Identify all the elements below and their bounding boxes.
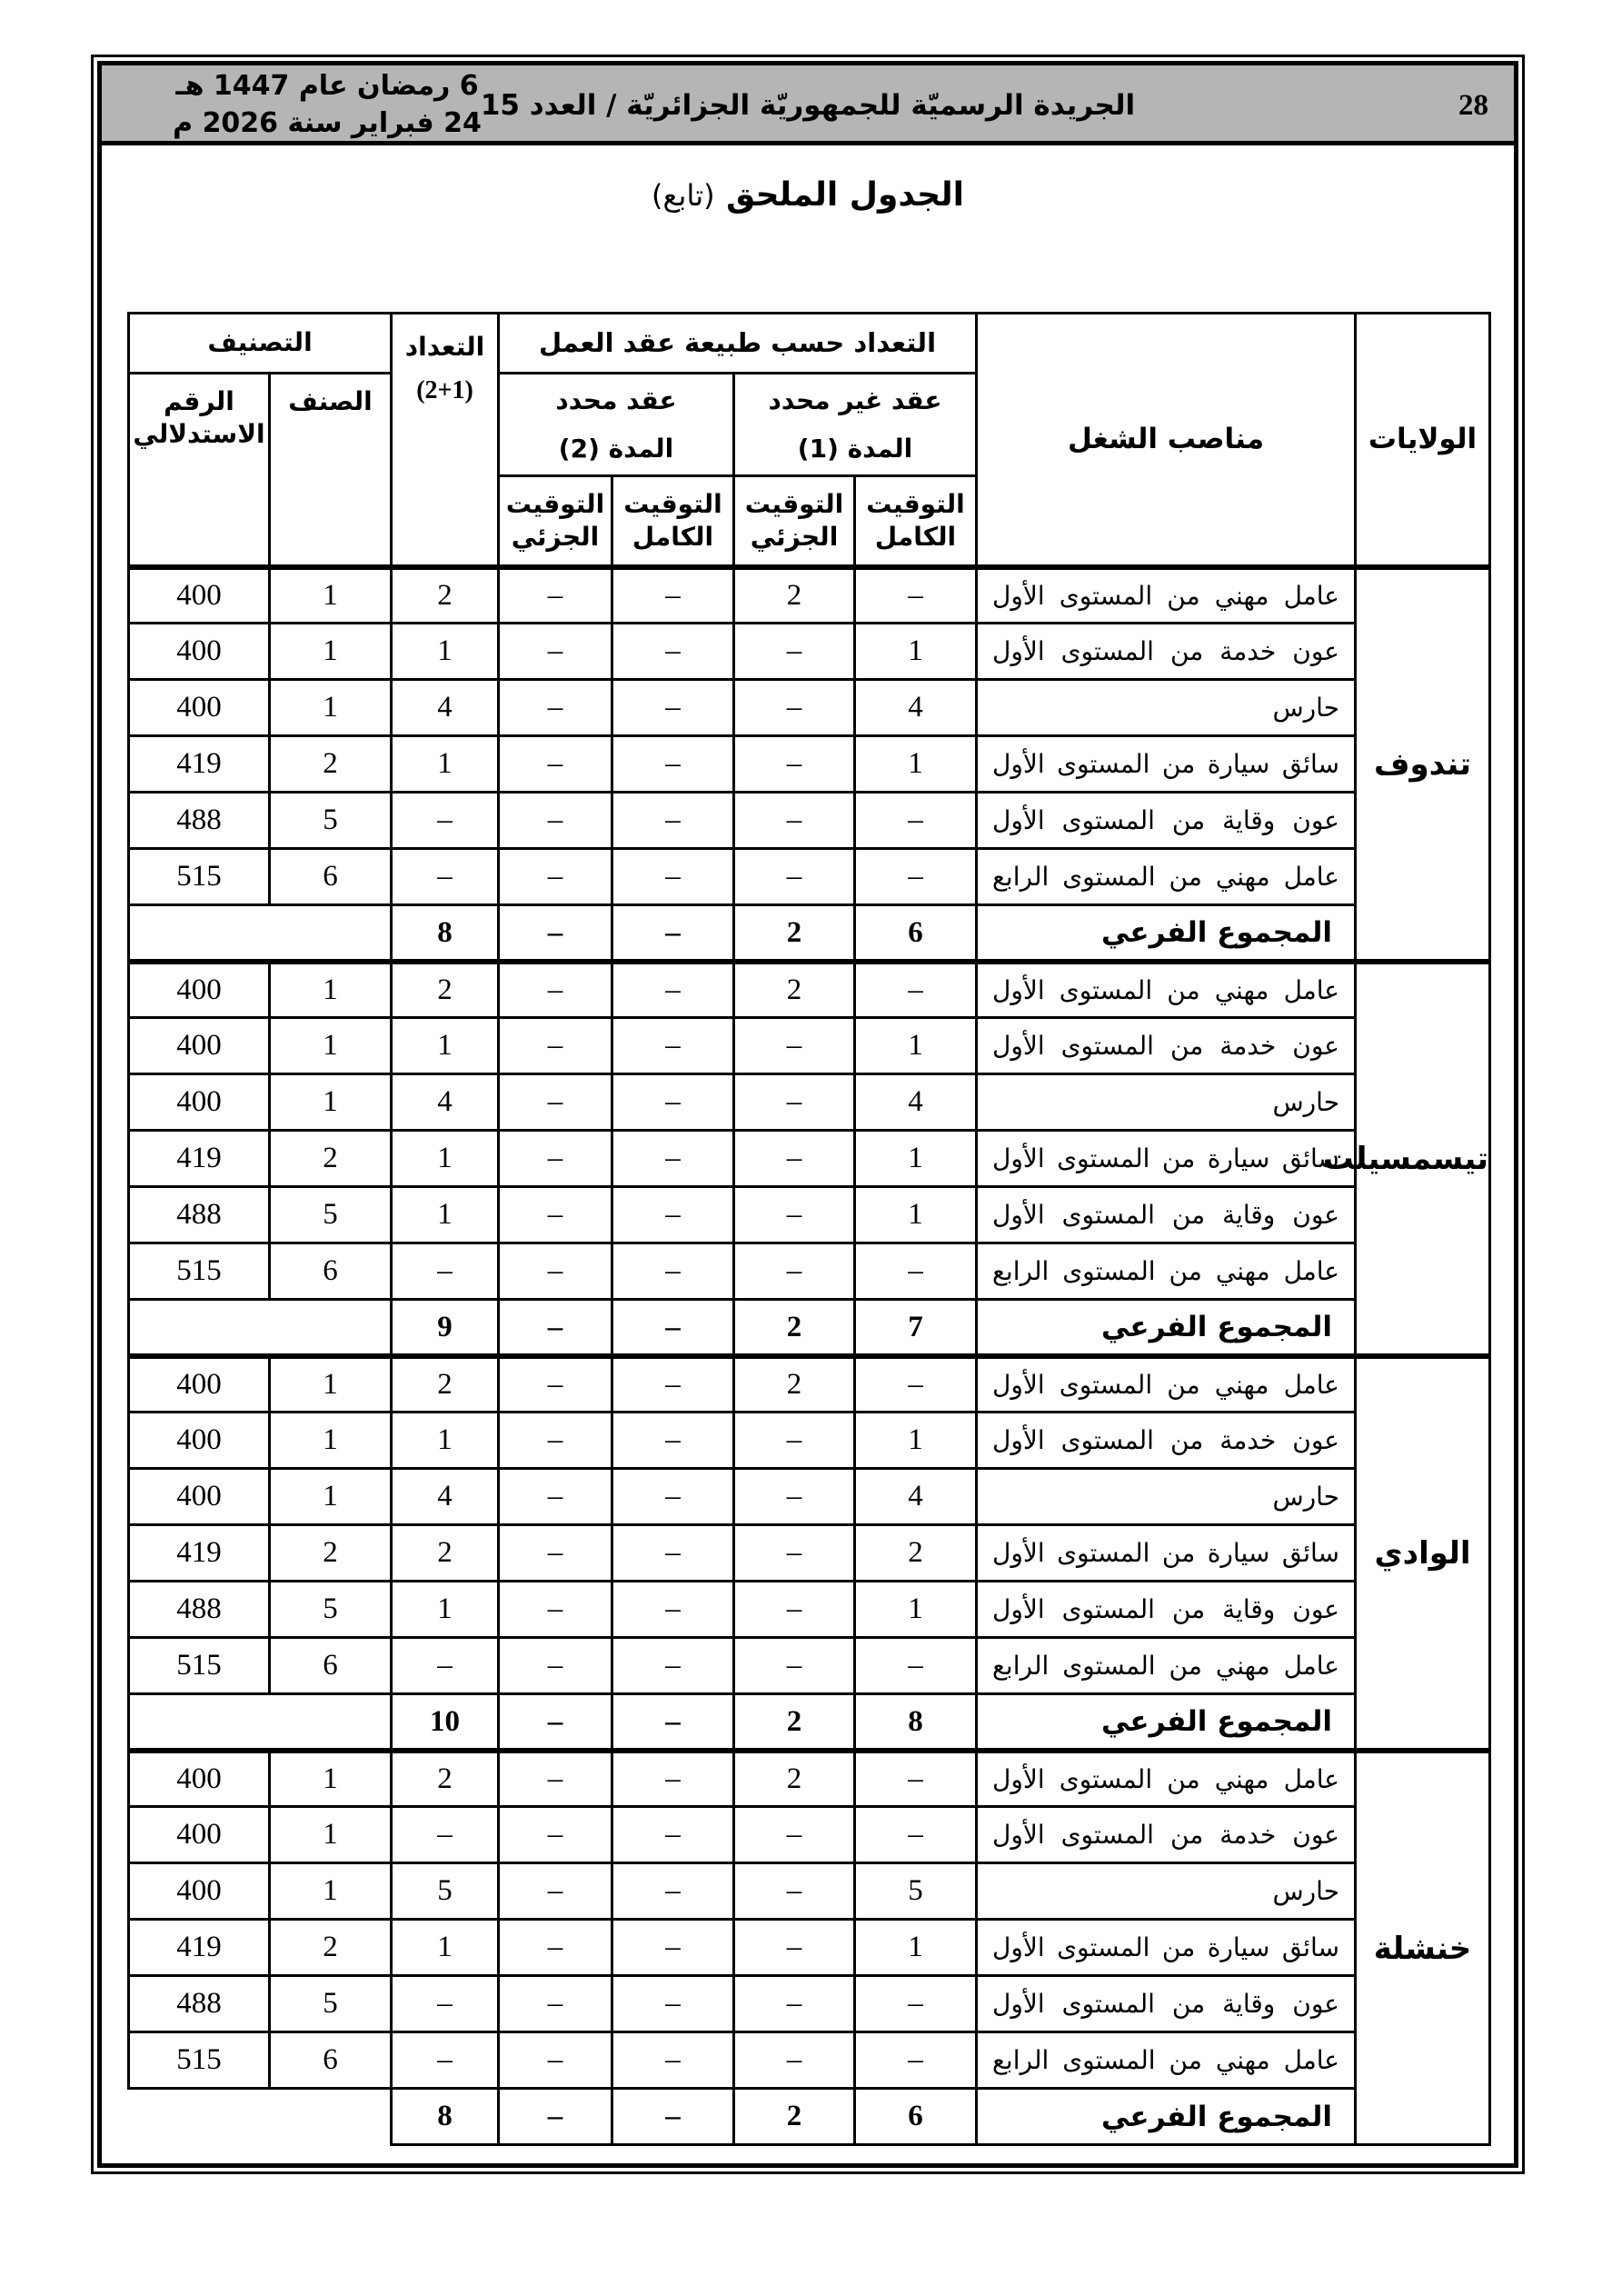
table-row: [129, 1469, 1490, 1525]
job-title-cell: عامل مهني من المستوى الأول: [977, 1356, 1356, 1413]
header-fixed-term-line1: عقد محدد: [555, 385, 677, 415]
fixed-contract-part-time-cell: –: [499, 680, 612, 736]
header-open-full-line2: الكامل: [874, 522, 957, 553]
table-row: [129, 1807, 1490, 1863]
subtotal-total-cell: 9: [392, 1300, 499, 1356]
header-open-ended-contract: [734, 374, 977, 476]
wilaya-name: الوادي: [1356, 1356, 1490, 1751]
index-number-cell: 400: [129, 680, 270, 736]
index-number-cell: 400: [129, 567, 270, 624]
open-contract-full-time-cell: –: [855, 962, 977, 1018]
total-count-cell: 1: [392, 624, 499, 680]
subtotal-total-cell: 8: [392, 905, 499, 962]
header-count-by-contract-nature: التعداد حسب طبيعة عقد العمل: [499, 314, 977, 374]
grade-cell: 2: [270, 1525, 392, 1582]
grade-cell: 2: [270, 1920, 392, 1976]
grade-cell: 6: [270, 1243, 392, 1300]
open-contract-full-time-cell: 1: [855, 1920, 977, 1976]
header-open-ended-line2: المدة (1): [797, 434, 913, 464]
subtotal-fixed-part-cell: –: [499, 905, 612, 962]
subtotal-row: [129, 1694, 1490, 1751]
open-contract-part-time-cell: –: [734, 1976, 855, 2032]
grade-cell: 5: [270, 1976, 392, 2032]
grade-cell: 2: [270, 736, 392, 793]
wilaya-name: تيسمسيلت: [1356, 962, 1490, 1356]
fixed-contract-part-time-cell: –: [499, 1863, 612, 1920]
fixed-contract-full-time-cell: –: [612, 1413, 734, 1469]
fixed-contract-full-time-cell: –: [612, 624, 734, 680]
index-number-cell: 488: [129, 1976, 270, 2032]
grade-cell: 1: [270, 680, 392, 736]
fixed-contract-part-time-cell: –: [499, 2032, 612, 2089]
index-number-cell: 488: [129, 793, 270, 849]
index-number-cell: 400: [129, 1863, 270, 1920]
index-number-cell: 488: [129, 1187, 270, 1243]
total-count-cell: –: [392, 793, 499, 849]
table-row: [129, 1638, 1490, 1694]
open-contract-full-time-cell: –: [855, 849, 977, 905]
fixed-contract-full-time-cell: –: [612, 1976, 734, 2032]
total-count-cell: 1: [392, 1018, 499, 1074]
open-contract-part-time-cell: –: [734, 793, 855, 849]
open-contract-part-time-cell: –: [734, 1807, 855, 1863]
fixed-contract-full-time-cell: –: [612, 1356, 734, 1413]
header-wilayas: الولايات: [1356, 314, 1490, 567]
job-title-cell: سائق سيارة من المستوى الأول: [977, 1920, 1356, 1976]
table-row: [129, 736, 1490, 793]
header-open-part-time: [734, 476, 855, 567]
total-count-cell: 4: [392, 680, 499, 736]
table-row: [129, 793, 1490, 849]
subtotal-open-full-cell: 7: [855, 1300, 977, 1356]
open-contract-full-time-cell: 1: [855, 1187, 977, 1243]
open-contract-part-time-cell: –: [734, 1131, 855, 1187]
open-contract-part-time-cell: –: [734, 1582, 855, 1638]
classification-empty-cell: [129, 1694, 392, 1751]
table-row: [129, 2032, 1490, 2089]
subtotal-total-cell: 8: [392, 2089, 499, 2145]
index-number-cell: 400: [129, 1469, 270, 1525]
grade-cell: 6: [270, 1638, 392, 1694]
fixed-contract-full-time-cell: –: [612, 1018, 734, 1074]
subtotal-row: [129, 905, 1490, 962]
classification-empty-cell: [129, 905, 392, 962]
index-number-cell: 400: [129, 1413, 270, 1469]
subtotal-fixed-full-cell: –: [612, 1300, 734, 1356]
header-fixed-part-line1: التوقيت: [505, 488, 605, 519]
fixed-contract-full-time-cell: –: [612, 793, 734, 849]
job-title-cell: عون خدمة من المستوى الأول: [977, 1018, 1356, 1074]
total-count-cell: 2: [392, 1751, 499, 1807]
job-title-cell: عون وقاية من المستوى الأول: [977, 793, 1356, 849]
index-number-cell: 400: [129, 1807, 270, 1863]
grade-cell: 6: [270, 2032, 392, 2089]
grade-cell: 1: [270, 567, 392, 624]
job-title-cell: عون خدمة من المستوى الأول: [977, 1807, 1356, 1863]
fixed-contract-part-time-cell: –: [499, 1131, 612, 1187]
header-jobs: مناصب الشغل: [977, 314, 1356, 567]
open-contract-part-time-cell: –: [734, 680, 855, 736]
subtotal-label: المجموع الفرعي: [977, 1300, 1356, 1356]
open-contract-full-time-cell: 1: [855, 624, 977, 680]
total-count-cell: 1: [392, 1131, 499, 1187]
open-contract-full-time-cell: –: [855, 1976, 977, 2032]
total-count-cell: 1: [392, 1920, 499, 1976]
job-title-cell: عون وقاية من المستوى الأول: [977, 1582, 1356, 1638]
open-contract-part-time-cell: 2: [734, 1356, 855, 1413]
fixed-contract-part-time-cell: –: [499, 1356, 612, 1413]
open-contract-part-time-cell: –: [734, 1187, 855, 1243]
header-open-ended-line1: عقد غير محدد: [768, 385, 942, 415]
fixed-contract-part-time-cell: –: [499, 1018, 612, 1074]
grade-cell: 6: [270, 849, 392, 905]
grade-cell: 1: [270, 1074, 392, 1131]
subtotal-label: المجموع الفرعي: [977, 1694, 1356, 1751]
job-title-cell: عون وقاية من المستوى الأول: [977, 1976, 1356, 2032]
header-index-number: [129, 374, 270, 567]
header-classification: التصنيف: [129, 314, 392, 374]
grade-cell: 5: [270, 1187, 392, 1243]
table-row: [129, 1920, 1490, 1976]
fixed-contract-part-time-cell: –: [499, 962, 612, 1018]
open-contract-part-time-cell: –: [734, 1018, 855, 1074]
index-number-cell: 400: [129, 1018, 270, 1074]
total-count-cell: 2: [392, 1356, 499, 1413]
fixed-contract-part-time-cell: –: [499, 1413, 612, 1469]
job-title-cell: عون وقاية من المستوى الأول: [977, 1187, 1356, 1243]
fixed-contract-full-time-cell: –: [612, 1751, 734, 1807]
header-index-number-line1: الرقم: [164, 386, 234, 416]
grade-cell: 1: [270, 1469, 392, 1525]
index-number-cell: 515: [129, 1243, 270, 1300]
table-header: [129, 314, 1490, 567]
fixed-contract-part-time-cell: –: [499, 624, 612, 680]
fixed-contract-full-time-cell: –: [612, 1807, 734, 1863]
fixed-contract-full-time-cell: –: [612, 962, 734, 1018]
index-number-cell: 515: [129, 2032, 270, 2089]
fixed-contract-full-time-cell: –: [612, 1074, 734, 1131]
total-count-cell: –: [392, 1807, 499, 1863]
index-number-cell: 400: [129, 624, 270, 680]
subtotal-fixed-full-cell: –: [612, 1694, 734, 1751]
open-contract-part-time-cell: –: [734, 2032, 855, 2089]
header-fixed-part-line2: الجزئي: [511, 522, 600, 553]
grade-cell: 1: [270, 1807, 392, 1863]
fixed-contract-part-time-cell: –: [499, 1582, 612, 1638]
open-contract-part-time-cell: –: [734, 1413, 855, 1469]
page-frame-inner: [97, 61, 1518, 2168]
subtotal-fixed-full-cell: –: [612, 905, 734, 962]
job-title-cell: حارس: [977, 680, 1356, 736]
fixed-contract-full-time-cell: –: [612, 1920, 734, 1976]
fixed-contract-full-time-cell: –: [612, 680, 734, 736]
open-contract-part-time-cell: –: [734, 1920, 855, 1976]
open-contract-part-time-cell: –: [734, 1243, 855, 1300]
table-row: [129, 624, 1490, 680]
header-open-full-time: [855, 476, 977, 567]
table-row: [129, 1751, 1490, 1807]
fixed-contract-part-time-cell: –: [499, 1525, 612, 1582]
header-total-line1: التعداد: [404, 332, 485, 362]
fixed-contract-part-time-cell: –: [499, 736, 612, 793]
total-count-cell: 4: [392, 1074, 499, 1131]
fixed-contract-full-time-cell: –: [612, 567, 734, 624]
fixed-contract-full-time-cell: –: [612, 1187, 734, 1243]
table-row: [129, 1976, 1490, 2032]
table-row: [129, 1525, 1490, 1582]
subtotal-open-part-cell: 2: [734, 1300, 855, 1356]
total-count-cell: –: [392, 1638, 499, 1694]
open-contract-part-time-cell: –: [734, 1074, 855, 1131]
open-contract-part-time-cell: –: [734, 1638, 855, 1694]
wilaya-name: تندوف: [1356, 567, 1490, 962]
page-frame: [91, 55, 1525, 2174]
job-title-cell: حارس: [977, 1074, 1356, 1131]
open-contract-part-time-cell: –: [734, 1863, 855, 1920]
document-title: [102, 176, 1514, 214]
job-title-cell: سائق سيارة من المستوى الأول: [977, 1131, 1356, 1187]
fixed-contract-full-time-cell: –: [612, 1582, 734, 1638]
open-contract-part-time-cell: –: [734, 1525, 855, 1582]
header-open-full-line1: التوقيت: [866, 488, 965, 519]
fixed-contract-part-time-cell: –: [499, 849, 612, 905]
header-fixed-term-line2: المدة (2): [558, 434, 674, 464]
open-contract-full-time-cell: –: [855, 1243, 977, 1300]
fixed-contract-part-time-cell: –: [499, 1751, 612, 1807]
staff-table: [127, 312, 1491, 2146]
grade-cell: 1: [270, 1863, 392, 1920]
fixed-contract-part-time-cell: –: [499, 1243, 612, 1300]
subtotal-open-part-cell: 2: [734, 1694, 855, 1751]
total-count-cell: 1: [392, 736, 499, 793]
total-count-cell: 1: [392, 1187, 499, 1243]
table-row: [129, 1074, 1490, 1131]
total-count-cell: 5: [392, 1863, 499, 1920]
header-fixed-full-line1: التوقيت: [623, 488, 722, 519]
grade-cell: 1: [270, 1751, 392, 1807]
subtotal-row: [129, 2089, 1490, 2145]
table-row: [129, 1413, 1490, 1469]
fixed-contract-part-time-cell: –: [499, 1469, 612, 1525]
fixed-contract-part-time-cell: –: [499, 1638, 612, 1694]
fixed-contract-full-time-cell: –: [612, 736, 734, 793]
total-count-cell: 2: [392, 962, 499, 1018]
header-total-line2: (2+1): [416, 375, 473, 404]
fixed-contract-full-time-cell: –: [612, 1863, 734, 1920]
subtotal-open-full-cell: 8: [855, 1694, 977, 1751]
journal-title: الجريدة الرسميّة للجمهوريّة الجزائريّة / العدد 15: [480, 89, 1136, 122]
open-contract-part-time-cell: 2: [734, 567, 855, 624]
hijri-date: 6 رمضان عام 1447 هـ: [175, 70, 479, 102]
fixed-contract-full-time-cell: –: [612, 1638, 734, 1694]
fixed-contract-full-time-cell: –: [612, 2032, 734, 2089]
grade-cell: 5: [270, 793, 392, 849]
table-row: [129, 1018, 1490, 1074]
fixed-contract-part-time-cell: –: [499, 1976, 612, 2032]
index-number-cell: 419: [129, 1525, 270, 1582]
open-contract-full-time-cell: 1: [855, 1413, 977, 1469]
header-fixed-full-time: [612, 476, 734, 567]
job-title-cell: سائق سيارة من المستوى الأول: [977, 736, 1356, 793]
table-row: [129, 962, 1490, 1018]
header-open-part-line2: الجزئي: [750, 522, 839, 553]
table-row: [129, 1243, 1490, 1300]
open-contract-full-time-cell: –: [855, 1356, 977, 1413]
total-count-cell: 1: [392, 1582, 499, 1638]
open-contract-full-time-cell: 5: [855, 1863, 977, 1920]
job-title-cell: عامل مهني من المستوى الرابع: [977, 1638, 1356, 1694]
open-contract-part-time-cell: –: [734, 1469, 855, 1525]
open-contract-full-time-cell: 1: [855, 1018, 977, 1074]
index-number-cell: 515: [129, 849, 270, 905]
subtotal-fixed-part-cell: –: [499, 2089, 612, 2145]
wilaya-name: خنشلة: [1356, 1751, 1490, 2145]
index-number-cell: 419: [129, 1920, 270, 1976]
open-contract-part-time-cell: 2: [734, 962, 855, 1018]
header-fixed-term-contract: [499, 374, 734, 476]
header-fixed-full-line2: الكامل: [632, 522, 714, 553]
index-number-cell: 400: [129, 1751, 270, 1807]
fixed-contract-part-time-cell: –: [499, 567, 612, 624]
total-count-cell: –: [392, 849, 499, 905]
header-row-1: [129, 314, 1490, 374]
total-count-cell: –: [392, 1976, 499, 2032]
job-title-cell: حارس: [977, 1469, 1356, 1525]
header-total-count: [392, 314, 499, 567]
fixed-contract-full-time-cell: –: [612, 849, 734, 905]
subtotal-label: المجموع الفرعي: [977, 905, 1356, 962]
job-title-cell: عامل مهني من المستوى الأول: [977, 567, 1356, 624]
table-row: [129, 849, 1490, 905]
subtotal-fixed-part-cell: –: [499, 1300, 612, 1356]
table-row: [129, 680, 1490, 736]
job-title-cell: عون خدمة من المستوى الأول: [977, 1413, 1356, 1469]
grade-cell: 1: [270, 624, 392, 680]
header-fixed-part-time: [499, 476, 612, 567]
header-index-number-line2: الاستدلالي: [133, 419, 265, 450]
open-contract-full-time-cell: 1: [855, 736, 977, 793]
index-number-cell: 488: [129, 1582, 270, 1638]
subtotal-open-part-cell: 2: [734, 2089, 855, 2145]
open-contract-full-time-cell: 2: [855, 1525, 977, 1582]
fixed-contract-part-time-cell: –: [499, 1920, 612, 1976]
open-contract-full-time-cell: 1: [855, 1131, 977, 1187]
page-header-bar: [102, 65, 1514, 145]
subtotal-open-full-cell: 6: [855, 905, 977, 962]
grade-cell: 1: [270, 1413, 392, 1469]
open-contract-full-time-cell: –: [855, 2032, 977, 2089]
grade-cell: 1: [270, 1356, 392, 1413]
fixed-contract-part-time-cell: –: [499, 1807, 612, 1863]
subtotal-open-full-cell: 6: [855, 2089, 977, 2145]
subtotal-fixed-full-cell: –: [612, 2089, 734, 2145]
document-title-note: (تابع): [652, 178, 715, 213]
table-row: [129, 1582, 1490, 1638]
document-title-text: الجدول الملحق: [726, 176, 964, 214]
job-title-cell: عامل مهني من المستوى الرابع: [977, 1243, 1356, 1300]
grade-cell: 2: [270, 1131, 392, 1187]
index-number-cell: 400: [129, 1356, 270, 1413]
open-contract-part-time-cell: 2: [734, 1751, 855, 1807]
open-contract-full-time-cell: –: [855, 793, 977, 849]
subtotal-open-part-cell: 2: [734, 905, 855, 962]
table-body: [129, 567, 1490, 2145]
grade-cell: 5: [270, 1582, 392, 1638]
open-contract-full-time-cell: 4: [855, 680, 977, 736]
fixed-contract-full-time-cell: –: [612, 1243, 734, 1300]
open-contract-full-time-cell: –: [855, 567, 977, 624]
open-contract-part-time-cell: –: [734, 736, 855, 793]
index-number-cell: 419: [129, 736, 270, 793]
table-row: [129, 1187, 1490, 1243]
job-title-cell: عامل مهني من المستوى الأول: [977, 1751, 1356, 1807]
table-row: [129, 1131, 1490, 1187]
index-number-cell: 400: [129, 962, 270, 1018]
fixed-contract-part-time-cell: –: [499, 1074, 612, 1131]
open-contract-full-time-cell: –: [855, 1751, 977, 1807]
table-row: [129, 567, 1490, 624]
open-contract-part-time-cell: –: [734, 849, 855, 905]
classification-empty-cell: [129, 1300, 392, 1356]
total-count-cell: 2: [392, 1525, 499, 1582]
job-title-cell: عامل مهني من المستوى الأول: [977, 962, 1356, 1018]
job-title-cell: سائق سيارة من المستوى الأول: [977, 1525, 1356, 1582]
job-title-cell: عون خدمة من المستوى الأول: [977, 624, 1356, 680]
job-title-cell: حارس: [977, 1863, 1356, 1920]
open-contract-full-time-cell: 4: [855, 1074, 977, 1131]
open-contract-part-time-cell: –: [734, 624, 855, 680]
index-number-cell: 419: [129, 1131, 270, 1187]
open-contract-full-time-cell: 4: [855, 1469, 977, 1525]
fixed-contract-full-time-cell: –: [612, 1131, 734, 1187]
subtotal-total-cell: 10: [392, 1694, 499, 1751]
table-row: [129, 1863, 1490, 1920]
open-contract-full-time-cell: –: [855, 1807, 977, 1863]
total-count-cell: 4: [392, 1469, 499, 1525]
job-title-cell: عامل مهني من المستوى الرابع: [977, 849, 1356, 905]
total-count-cell: 1: [392, 1413, 499, 1469]
subtotal-row: [129, 1300, 1490, 1356]
table-row: [129, 1356, 1490, 1413]
subtotal-fixed-part-cell: –: [499, 1694, 612, 1751]
gregorian-date: 24 فبراير سنة 2026 م: [173, 107, 482, 140]
total-count-cell: 2: [392, 567, 499, 624]
page-number: 28: [1458, 89, 1488, 122]
total-count-cell: –: [392, 2032, 499, 2089]
open-contract-full-time-cell: –: [855, 1638, 977, 1694]
subtotal-label: المجموع الفرعي: [977, 2089, 1356, 2145]
open-contract-full-time-cell: 1: [855, 1582, 977, 1638]
fixed-contract-part-time-cell: –: [499, 793, 612, 849]
grade-cell: 1: [270, 962, 392, 1018]
index-number-cell: 515: [129, 1638, 270, 1694]
fixed-contract-part-time-cell: –: [499, 1187, 612, 1243]
total-count-cell: –: [392, 1243, 499, 1300]
job-title-cell: عامل مهني من المستوى الرابع: [977, 2032, 1356, 2089]
header-open-part-line1: التوقيت: [744, 488, 844, 519]
fixed-contract-full-time-cell: –: [612, 1469, 734, 1525]
fixed-contract-full-time-cell: –: [612, 1525, 734, 1582]
grade-cell: 1: [270, 1018, 392, 1074]
classification-empty-cell: [129, 2089, 392, 2145]
header-grade: الصنف: [270, 374, 392, 567]
index-number-cell: 400: [129, 1074, 270, 1131]
